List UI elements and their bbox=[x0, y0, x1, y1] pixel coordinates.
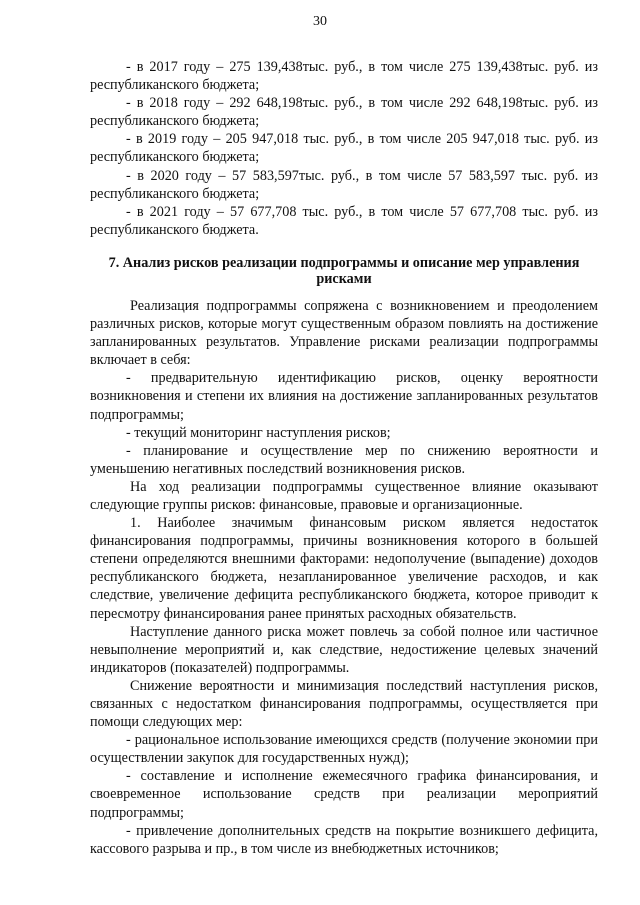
paragraph-risk-groups: На ход реализации подпрограммы существенное влияние оказывают следующие группы рисков: финансовые, правовые и организационные. bbox=[90, 478, 598, 513]
mitigation-item: - привлечение дополнительных средств на покрытие возникшего дефицита, кассового разрыва и пр., в том числе из внебюджетных источников; bbox=[90, 822, 598, 857]
paragraph-intro: Реализация подпрограммы сопряжена с возникновением и преодолением различных рисков, которые могут существенным образом повлиять на достижение запланированных результатов. Управление рисками реализации подпрограммы включает в себя: bbox=[90, 297, 598, 369]
risk-management-item: - планирование и осуществление мер по снижению вероятности и уменьшению негативных последствий возникновения рисков. bbox=[90, 442, 598, 477]
budget-item-2017: - в 2017 году – 275 139,438тыс. руб., в том числе 275 139,438тыс. руб. из республиканского бюджета; bbox=[90, 59, 598, 94]
paragraph-financial-risk: 1. Наиболее значимым финансовым риском является недостаток финансирования подпрограммы, причины возникновения которого в большей степени определяются внешними факторами: недополучение (выпадение) доходов республиканского бюджета, незапланированное увеличение расходов, и как следствие, увеличение дефицита республиканского бюджета, которое приводит к пересмотру финансирования ранее принятых расходных обязательств. bbox=[90, 515, 598, 622]
budget-item-2019: - в 2019 году – 205 947,018 тыс. руб., в том числе 205 947,018 тыс. руб. из республиканского бюджета; bbox=[90, 131, 598, 166]
budget-item-2021: - в 2021 году – 57 677,708 тыс. руб., в том числе 57 677,708 тыс. руб. из республиканского бюджета. bbox=[90, 203, 598, 238]
risk-management-item: - предварительную идентификацию рисков, оценку вероятности возникновения и степени их влияния на достижение запланированных результатов подпрограммы; bbox=[90, 370, 598, 423]
section-heading: 7. Анализ рисков реализации подпрограммы и описание мер управления рисками bbox=[108, 254, 580, 287]
mitigation-item: - рациональное использование имеющихся средств (получение экономии при осуществлении закупок для государственных нужд); bbox=[90, 732, 598, 767]
paragraph-consequence: Наступление данного риска может повлечь за собой полное или частичное невыполнение мероприятий и, как следствие, недостижение целевых значений индикаторов (показателей) подпрограммы. bbox=[90, 623, 598, 676]
mitigation-item: - составление и исполнение ежемесячного графика финансирования, и своевременное использование средств при реализации мероприятий подпрограммы; bbox=[90, 768, 598, 821]
paragraph-mitigation: Снижение вероятности и минимизация последствий наступления рисков, связанных с недостатком финансирования подпрограммы, осуществляется при помощи следующих мер: bbox=[90, 677, 598, 731]
page-number: 30 bbox=[313, 14, 327, 29]
page-content bbox=[90, 58, 598, 858]
risk-management-item: - текущий мониторинг наступления рисков; bbox=[126, 424, 391, 441]
budget-item-2020: - в 2020 году – 57 583,597тыс. руб., в том числе 57 583,597 тыс. руб. из республиканского бюджета; bbox=[90, 167, 598, 202]
budget-item-2018: - в 2018 году – 292 648,198тыс. руб., в том числе 292 648,198тыс. руб. из республиканского бюджета; bbox=[90, 95, 598, 130]
